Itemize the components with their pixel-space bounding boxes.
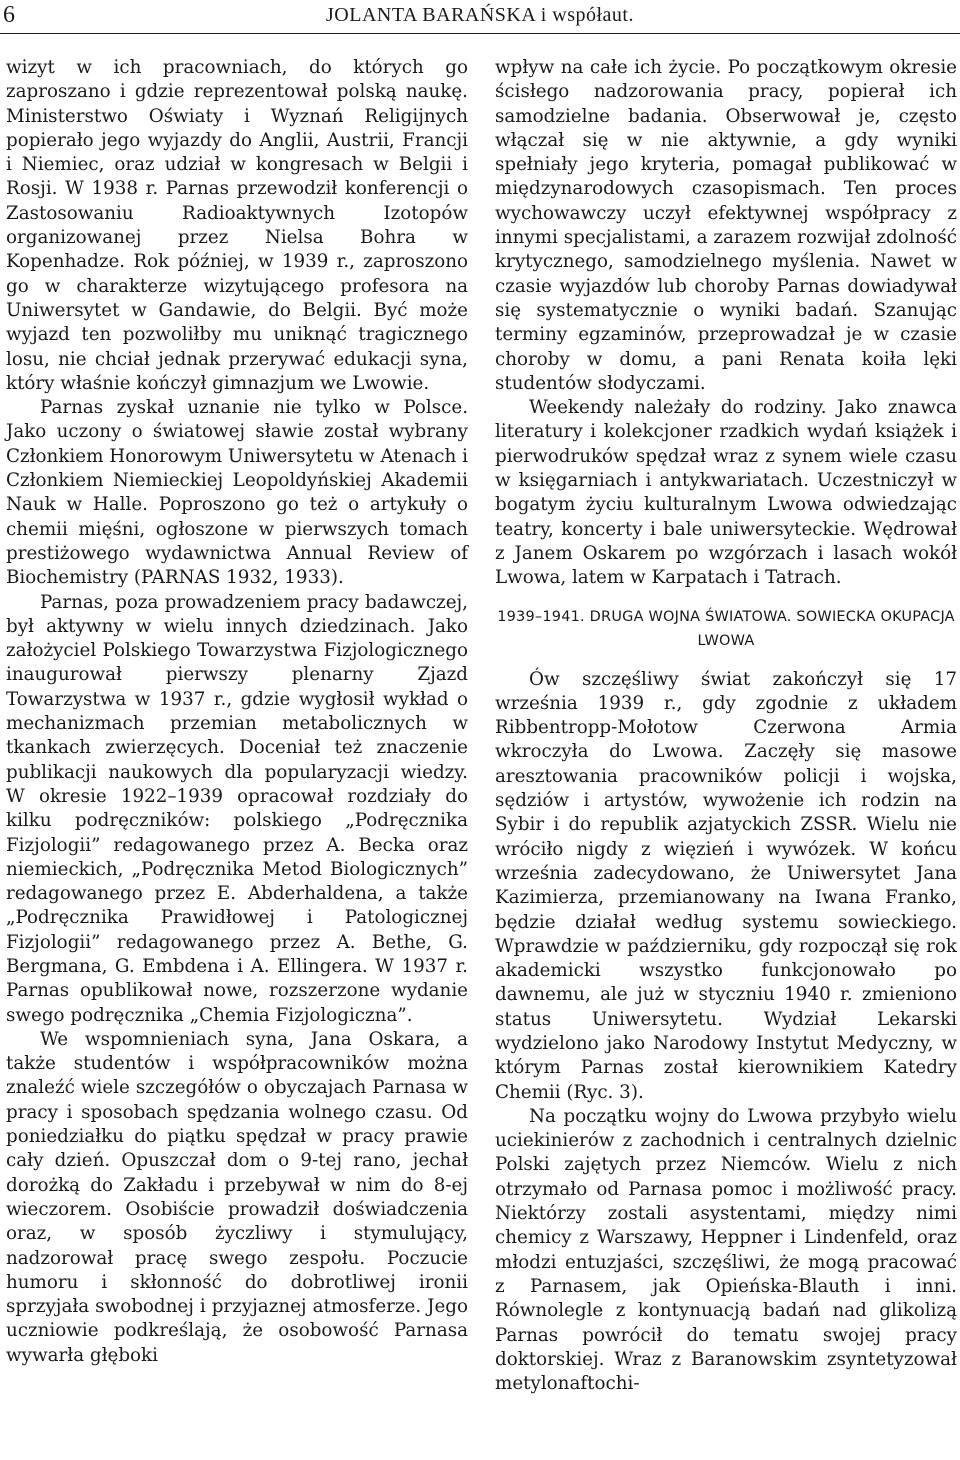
- paragraph: wizyt w ich pracowniach, do których go zaproszano i gdzie reprezentował polską naukę. Ministerstwo Oświaty i Wyznań Religijnych popierało jego wyjazdy do Anglii, Austrii, Francji i Niemiec, oraz udział w kongresach w Belgii i Rosji. W 1938 r. Parnas przewodził konferencji o Zastosowaniu Radioaktywnych Izotopów organizowanej przez Nielsa Bohra w Kopenhadze. Rok później, w 1939 r., zaproszono go w charakterze wizytującego profesora na Uniwersytet w Gandawie, do Belgii. Być może wyjazd ten pozwoliłby mu uniknąć tragicznego losu, nie chciał jednak przerywać edukacji syna, który właśnie kończył gimnazjum we Lwowie.: [6, 57, 468, 394]
- paragraph: Parnas, poza prowadzeniem pracy badawczej, był aktywny w wielu innych dziedzinach. Jako założyciel Polskiego Towarzystwa Fizjologicznego inaugurował pierwszy plenarny Zjazd Towarzystwa w 1937 r., gdzie wygłosił wykład o mechanizmach przemian metabolicznych w tkankach zwierzęcych. Doceniał też znaczenie publikacji naukowych dla popularyzacji wiedzy. W okresie 1922–1939 opracował rozdziały do kilku podręczników: polskiego „Podręcznika Fizjologii” redagowanego przez A. Becka oraz niemieckich, „Podręcznika Metod Biologicznych” redagowanego przez E. Abderhaldena, a także „Podręcznika Prawidłowej i Patologicznej Fizjologii” redagowanego przez A. Bethe, G. Bergmana, G. Embdena i A. Ellingera. W 1937 r. Parnas opublikował nowe, rozszerzone wydanie swego podręcznika „Chemia Fizjologiczna”.: [6, 591, 468, 1026]
- header-rule: [0, 33, 960, 34]
- right-column: [495, 56, 957, 1396]
- paragraph: Parnas zyskał uznanie nie tylko w Polsce. Jako uczony o światowej sławie został wybrany Członkiem Honorowym Uniwersytetu w Atenach i Członkiem Niemieckiej Leopoldyńskiej Akademii Nauk w Halle. Poproszono go też o artykuły o chemii mięśni, ogłoszone w pierwszych tomach prestiżowego wydawnictwa Annual Review of Biochemistry (PARNAS 1932, 1933).: [6, 397, 468, 589]
- section-heading: 1939–1941. DRUGA WOJNA ŚWIATOWA. SOWIECKA OKUPACJA LWOWA: [497, 608, 955, 649]
- paragraph: Ów szczęśliwy świat zakończył się 17 września 1939 r., gdy zgodnie z układem Ribbentropp-Mołotow Czerwona Armia wkroczyła do Lwowa. Zaczęły się masowe aresztowania pracowników policji i wojska, sędziów i artystów, wywożenie ich rodzin na Sybir i do republik azjatyckich ZSSR. Wielu nie wróciło nigdy z więzień i wywózek. W końcu września zadecydowano, że Uniwersytet Jana Kazimierza, przemianowany na Iwana Franko, będzie działał według systemu sowieckiego. Wprawdzie w październiku, gdy rozpoczął się rok akademicki wszystko funkcjonowało po dawnemu, ale już w styczniu 1940 r. zmieniono status Uniwersytetu. Wydział Lekarski wydzielono jako Narodowy Instytut Medyczny, w którym Parnas został kierownikiem Katedry Chemii (Ryc. 3).: [495, 668, 957, 1103]
- paragraph: Weekendy należały do rodziny. Jako znawca literatury i kolekcjoner rzadkich wydań książek i pierwodruków spędzał wraz z synem wiele czasu w księgarniach i antykwariatach. Uczestniczył w bogatym życiu kulturalnym Lwowa odwiedzając teatry, koncerty i bale uniwersyteckie. Wędrował z Janem Oskarem po wzgórzach i lasach wokół Lwowa, latem w Karpatach i Tatrach.: [495, 397, 957, 589]
- paragraph: Na początku wojny do Lwowa przybyło wielu uciekinierów z zachodnich i centralnych dzielnic Polski zajętych przez Niemców. Wielu z nich otrzymało od Parnasa pomoc i możliwość pracy. Niektórzy zostali asystentami, między nimi chemicy z Warszawy, Heppner i Lindenfeld, oraz młodzi entuzjaści, szczęśliwi, że mogą pracować z Parnasem, jak Opieńska-Blauth i inni. Równolegle z kontynuacją badań nad glikolizą Parnas powrócił do tematu swojej pracy doktorskiej. Wraz z Baranowskim zsyntetyzował metylonaftochi-: [495, 1105, 957, 1395]
- left-column: [6, 56, 468, 1368]
- paragraph: wpływ na całe ich życie. Po początkowym okresie ścisłego nadzorowania pracy, popierał ich samodzielne badania. Obserwował je, często włączał się w nie aktywnie, a gdy wyniki spełniały jego kryteria, pomagał publikować w międzynarodowych czasopismach. Ten proces wychowawczy uczył efektywnej współpracy z innymi specjalistami, a zarazem rozwijał zdolność krytycznego, samodzielnego myślenia. Nawet w czasie wyjazdów lub choroby Parnas dowiadywał się systematycznie o wyniki badań. Szanując terminy egzaminów, przeprowadzał je w czasie choroby w domu, a pani Renata koiła lęki studentów słodyczami.: [495, 57, 957, 394]
- page-header: [0, 0, 960, 34]
- paragraph: We wspomnieniach syna, Jana Oskara, a także studentów i współpracowników można znaleźć wiele szczegółów o obyczajach Parnasa w pracy i sposobach spędzania wolnego czasu. Od poniedziałku do piątku spędzał w pracy prawie cały dzień. Opuszczał dom o 9-tej rano, jechał dorożką do Zakładu i przebywał w nim do 8-ej wieczorem. Osobiście prowadził doświadczenia oraz, w sposób życzliwy i stymulujący, nadzorował pracę swego zespołu. Poczucie humoru i skłonność do dobrotliwej ironii sprzyjała swobodnej i przyjaznej atmosferze. Jego uczniowie podkreślają, że osobowość Parnasa wywarła głęboki: [6, 1028, 468, 1366]
- page-number: 6: [3, 2, 15, 28]
- running-title: JOLANTA BARAŃSKA i współaut.: [326, 4, 634, 26]
